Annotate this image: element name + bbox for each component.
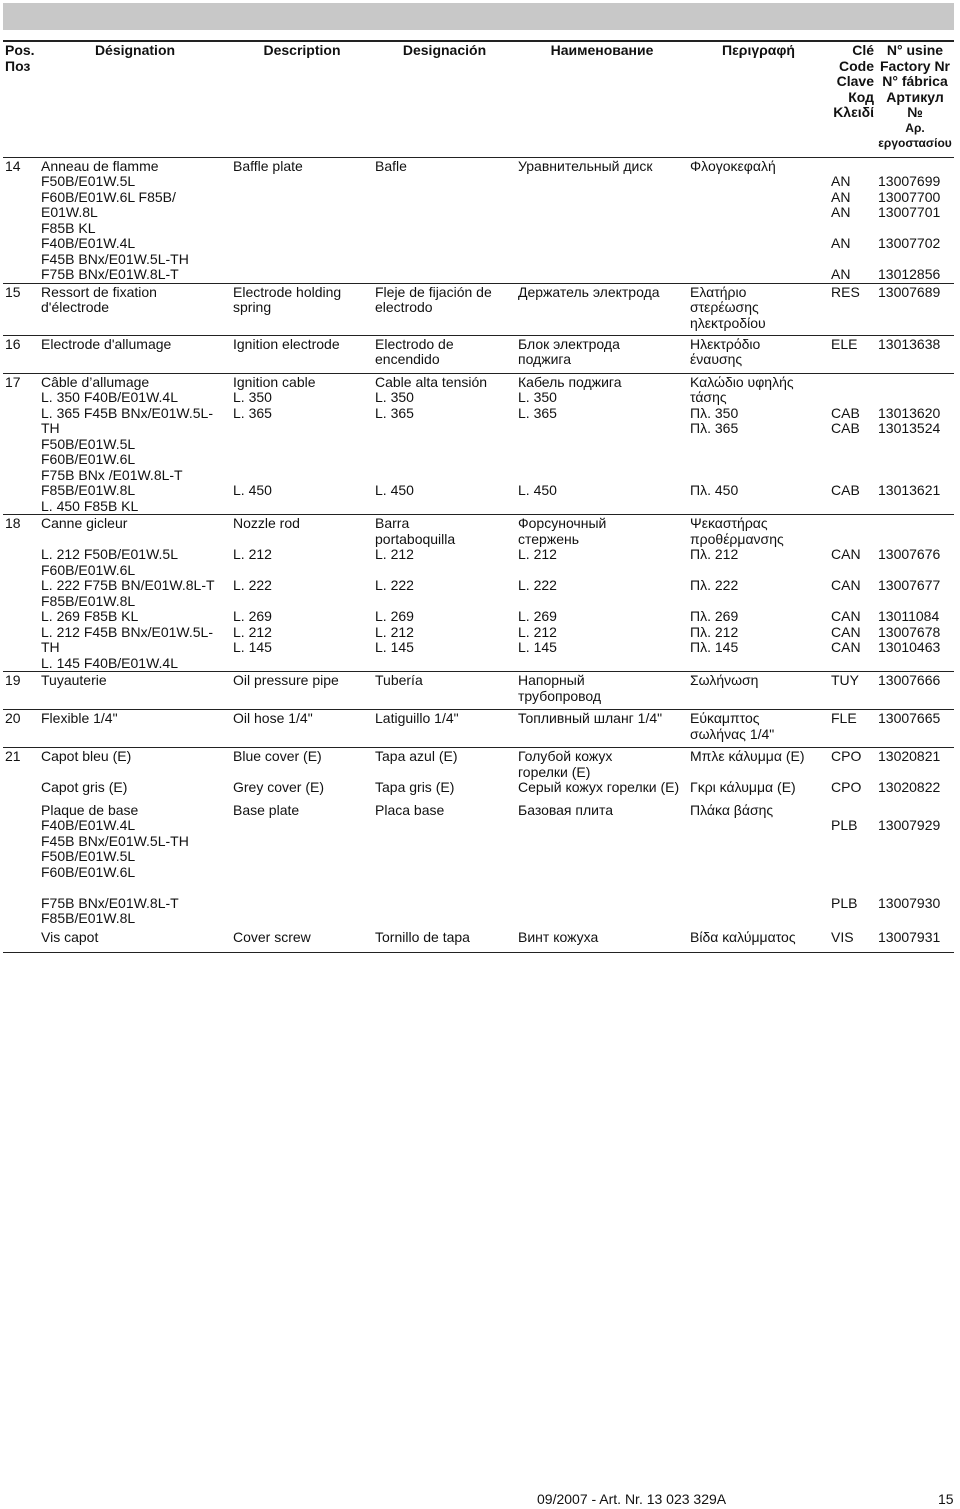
cell-designation: Tuyauterie (41, 672, 107, 688)
cell-factory-nr: 13007929 13007930 (878, 817, 941, 911)
cell-description: Nozzle rod L. 212 L. 222 L. 269 L. 212 L. 145 (233, 515, 300, 655)
cell-designacion: Electrodo de encendido (375, 335, 454, 367)
table-row (3, 515, 954, 672)
cell-description: Oil pressure pipe (233, 672, 339, 688)
cell-perigrafi: Σωλήνωση (690, 672, 759, 688)
cell-factory-nr: 13007699 13007700 13007701 13007702 13012856 (878, 173, 941, 282)
cell-perigrafi: Ελατήριο στερέωσης ηλεκτροδίου (690, 283, 766, 331)
cell-perigrafi: Φλογοκεφαλή (690, 157, 776, 174)
cell-perigrafi: Ηλεκτρόδιο έναυσης (690, 335, 761, 367)
table-row (3, 335, 954, 373)
cell-code: PLB PLB (831, 817, 858, 911)
cell-designacion: Tapa azul (E) Tapa gris (E) (375, 748, 458, 795)
cell-code: FLE (831, 710, 857, 726)
cell-code: VIS (831, 928, 854, 945)
cell-description: Electrode holding spring (233, 283, 342, 315)
cell-factory-nr: 13013638 (878, 335, 941, 352)
cell-designacion: Barra portaboquilla L. 212 L. 222 L. 269 L. 212 L. 145 (375, 515, 456, 655)
cell-code: CPO CPO (831, 748, 862, 795)
cell-pos: 15 (5, 283, 21, 300)
cell-designacion: Tornillo de tapa (375, 928, 470, 945)
cell-designation: Anneau de flamme F50B/E01W.5L F60B/E01W.6L F85B/ E01W.8L F85B KL F40B/E01W.4L F45B BNx/E01W.5L-TH F75B BNx/E01W.8L-T (41, 157, 189, 282)
cell-pos (3, 802, 39, 929)
cell-description: Base plate (233, 801, 300, 818)
cell-naimenovanie: Базовая плита (518, 801, 614, 818)
cell-perigrafi: Εύκαμπτος σωλήνας 1/4" (690, 710, 775, 742)
cell-description: Baffle plate (233, 157, 303, 174)
header-naimenovanie: Наименование (550, 42, 654, 58)
cell-designation: Vis capot (41, 928, 99, 945)
header-perigrafi: Περιγραφή (722, 42, 795, 58)
cell-factory-nr: 13007665 (878, 710, 941, 726)
cell-perigrafi: Μπλε κάλυμμα (E) Γκρι κάλυμμα (E) (690, 748, 805, 795)
cell-naimenovanie: Держатель электрода (518, 283, 660, 300)
page-number: 15 (938, 1491, 954, 1507)
cell-factory-nr: 13020821 13020822 (878, 748, 941, 795)
header-factory-text: N° usine Factory Nr N° fábrica Артикул № (879, 42, 951, 120)
cell-naimenovanie: Кабель поджига L. 350 L. 365 L. 450 (518, 373, 622, 498)
parts-list (3, 40, 954, 953)
header-designation: Désignation (94, 42, 176, 58)
header-description: Description (263, 42, 341, 58)
cell-designation: Câble d’allumage L. 350 F40B/E01W.4L L. 365 F45B BNx/E01W.5L-TH F50B/E01W.5L F60B/E01W.6L F75B BNx /E01W.8L-T F85B/E01W.8L L. 450 F85B KL (41, 373, 213, 514)
cell-pos: 17 (5, 373, 21, 390)
cell-factory-nr: 13007931 (878, 928, 941, 945)
cell-naimenovanie: Уравнительный диск (518, 157, 653, 174)
cell-pos: 16 (5, 335, 21, 352)
table-row (3, 672, 954, 710)
cell-code: CAN CAN CAN CAN CAN (831, 546, 861, 655)
cell-designation: Ressort de fixation d'électrode (41, 283, 157, 315)
table-row (3, 929, 954, 953)
cell-designation: Capot bleu (E) Capot gris (E) (41, 748, 132, 795)
table-row (3, 283, 954, 335)
cell-code: AN AN AN AN AN (831, 173, 851, 282)
cell-factory-nr: 13013620 13013524 13013621 (878, 404, 941, 498)
cell-code: CAB CAB CAB (831, 404, 860, 498)
header-code: Clé Code Clave Код Κλειδί (833, 42, 874, 120)
table-row (3, 710, 954, 748)
header-pos: Pos. Поз (5, 42, 35, 74)
cell-factory-nr: 13007689 (878, 283, 941, 300)
cell-designation: Flexible 1/4" (41, 710, 118, 726)
cell-pos: 14 (5, 157, 21, 174)
table-row (3, 157, 954, 283)
table-row (3, 802, 954, 929)
cell-designacion: Fleje de fijación de electrodo (375, 283, 492, 315)
top-bar (3, 3, 954, 30)
cell-designation: Electrode d'allumage (41, 335, 172, 352)
parts-table (3, 40, 954, 953)
cell-description: Oil hose 1/4" (233, 710, 313, 726)
cell-naimenovanie: Напорный трубопровод (518, 672, 602, 704)
cell-description: Cover screw (233, 928, 311, 945)
cell-pos: 19 (5, 672, 21, 688)
cell-description: Ignition cable L. 350 L. 365 L. 450 (233, 373, 316, 498)
table-header (3, 41, 954, 157)
header-factory-greek: Αρ. εργοστασίου (878, 120, 952, 150)
cell-perigrafi: Πλάκα βάσης (690, 801, 774, 818)
cell-pos: 18 (5, 515, 21, 531)
document-reference: 09/2007 - Art. Nr. 13 023 329A (537, 1491, 727, 1507)
cell-designacion: Latiguillo 1/4" (375, 710, 459, 726)
header-factory (876, 41, 954, 157)
table-row (3, 373, 954, 515)
cell-pos: 20 (5, 710, 21, 726)
cell-code: ELE (831, 335, 858, 352)
cell-designation: Canne gicleur L. 212 F50B/E01W.5L F60B/E01W.6L L. 222 F75B BN/E01W.8L-T F85B/E01W.8L L. 269 F85B KL L. 212 F45B BNx/E01W.5L-TH L. 145 F40B/E01W.4L (41, 515, 215, 671)
cell-designacion: Cable alta tensión L. 350 L. 365 L. 450 (375, 373, 488, 498)
cell-naimenovanie: Блок электрода поджига (518, 335, 620, 367)
cell-designation: Plaque de base F40B/E01W.4L F45B BNx/E01W.5L-TH F50B/E01W.5L F60B/E01W.6L F75B BNx/E01W.8L-T F85B/E01W.8L (41, 801, 189, 926)
cell-perigrafi: Βίδα καλύμματος (690, 928, 796, 945)
cell-perigrafi: Καλώδιο υφηλής τάσης Πλ. 350 Πλ. 365 Πλ. 450 (690, 373, 794, 498)
cell-naimenovanie: Голубой кожух горелки (E) Серый кожух горелки (E) (518, 748, 680, 795)
cell-code: TUY (831, 672, 859, 688)
cell-description: Ignition electrode (233, 335, 340, 352)
cell-code: RES (831, 283, 860, 300)
table-row (3, 748, 954, 802)
cell-perigrafi: Ψεκαστήρας προθέρμανσης Πλ. 212 Πλ. 222 Πλ. 269 Πλ. 212 Πλ. 145 (690, 515, 784, 655)
cell-naimenovanie: Форсуночный стержень L. 212 L. 222 L. 269 L. 212 L. 145 (518, 515, 607, 655)
cell-pos: 21 (5, 748, 21, 764)
cell-designacion: Tubería (375, 672, 423, 688)
cell-description: Blue cover (E) Grey cover (E) (233, 748, 325, 795)
cell-factory-nr: 13007666 (878, 672, 941, 688)
header-designacion: Designación (402, 42, 487, 58)
cell-naimenovanie: Топливный шланг 1/4" (518, 710, 663, 726)
cell-factory-nr: 13007676 13007677 13011084 13007678 13010463 (878, 546, 941, 655)
cell-naimenovanie: Винт кожуха (518, 928, 599, 945)
cell-pos (3, 929, 39, 953)
cell-designacion: Placa base (375, 801, 445, 818)
cell-designacion: Bafle (375, 157, 407, 174)
